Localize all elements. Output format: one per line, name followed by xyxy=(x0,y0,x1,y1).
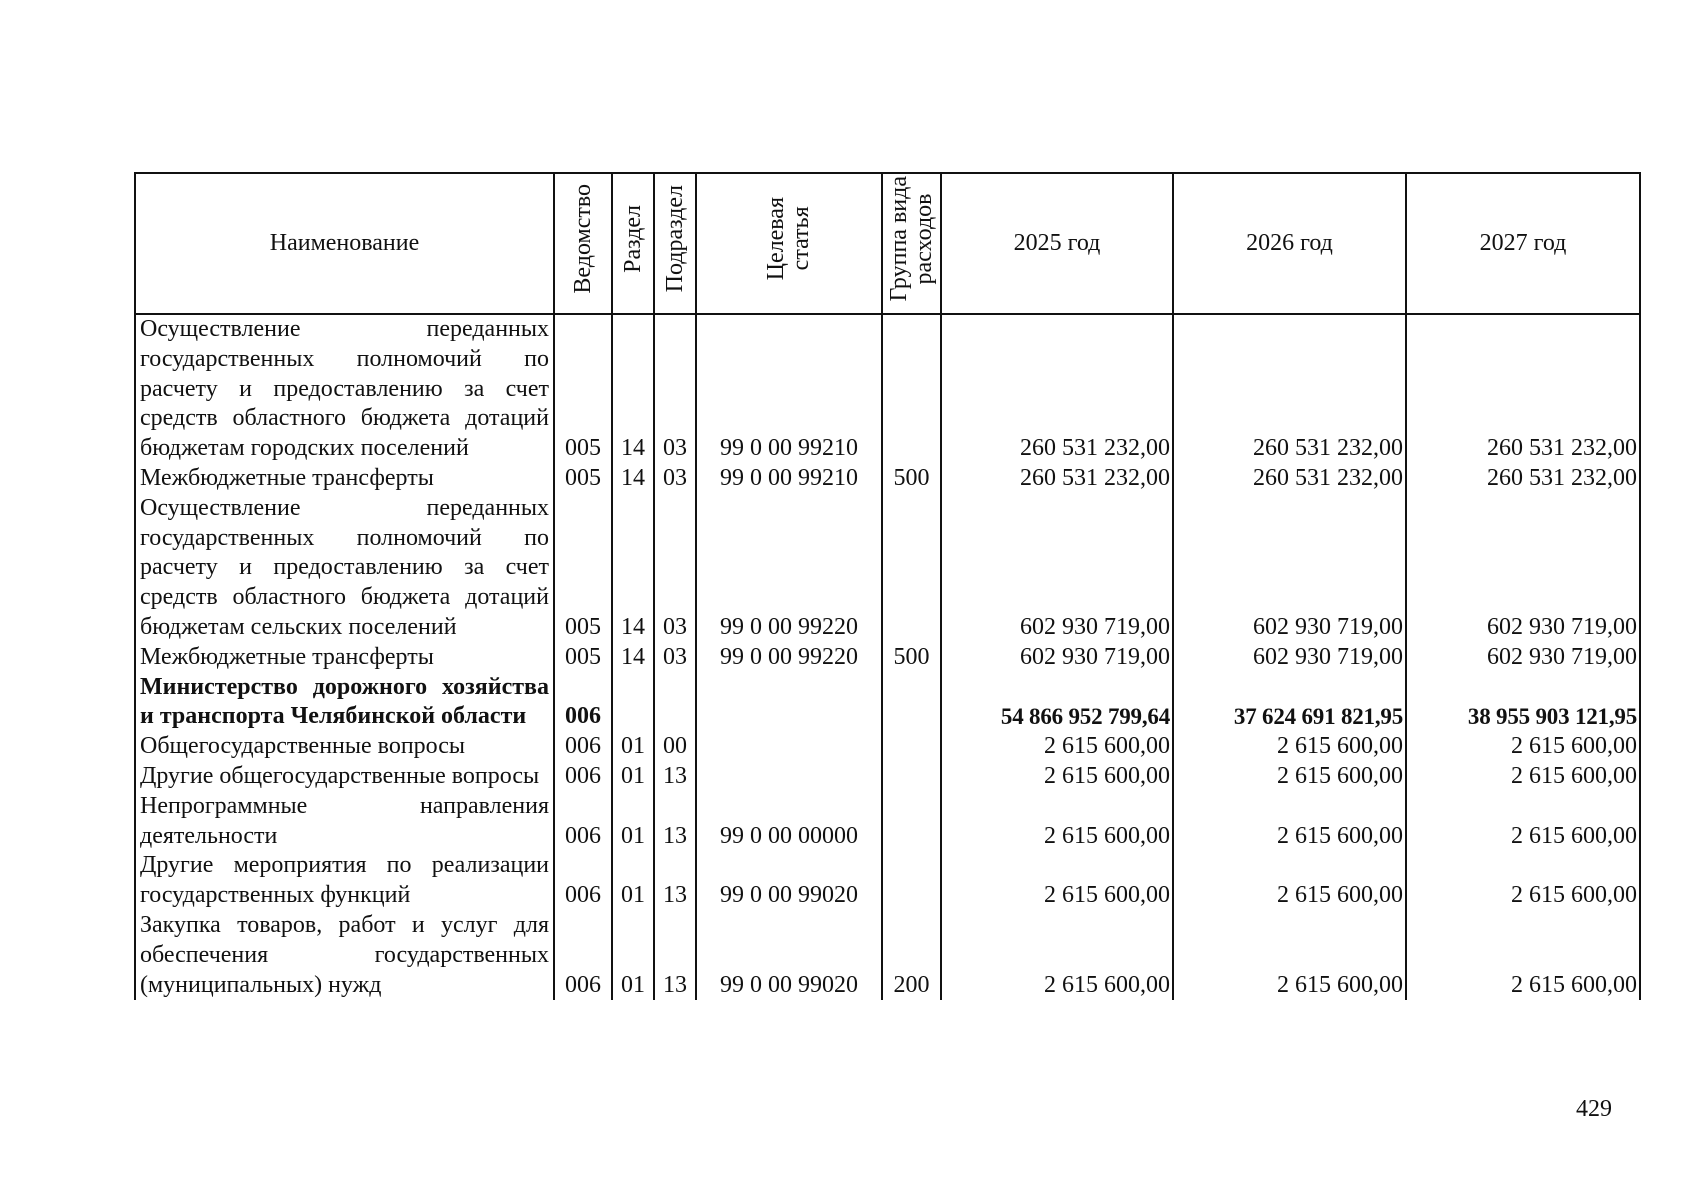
row-celevaya: 99 0 00 99210 xyxy=(696,314,882,464)
row-podrazdel: 13 xyxy=(654,851,696,911)
row-razdel: 01 xyxy=(612,851,654,911)
row-gruppa xyxy=(882,732,941,762)
row-2027: 2 615 600,00 xyxy=(1406,792,1640,852)
header-celevaya: Целевая статья xyxy=(696,173,882,314)
row-celevaya: 99 0 00 99210 xyxy=(696,464,882,494)
row-2025: 2 615 600,00 xyxy=(941,762,1173,792)
row-2026: 2 615 600,00 xyxy=(1173,732,1406,762)
row-podrazdel: 00 xyxy=(654,732,696,762)
row-vedomstvo: 005 xyxy=(554,643,612,673)
header-vedomstvo: Ведомство xyxy=(554,173,612,314)
table-row xyxy=(135,732,1640,762)
row-podrazdel: 13 xyxy=(654,792,696,852)
row-name: Осуществление переданных государственных полномочий по расчету и предоставлению за счет средств областного бюджета дотаций бюджетам городских поселений xyxy=(135,314,554,464)
row-celevaya xyxy=(696,732,882,762)
row-2027: 602 930 719,00 xyxy=(1406,643,1640,673)
row-podrazdel: 13 xyxy=(654,911,696,1000)
row-gruppa: 500 xyxy=(882,643,941,673)
row-vedomstvo: 006 xyxy=(554,673,612,733)
row-vedomstvo: 005 xyxy=(554,464,612,494)
row-razdel: 01 xyxy=(612,911,654,1000)
row-podrazdel: 03 xyxy=(654,643,696,673)
row-gruppa xyxy=(882,314,941,464)
row-2026: 2 615 600,00 xyxy=(1173,762,1406,792)
row-celevaya: 99 0 00 99220 xyxy=(696,643,882,673)
table-row xyxy=(135,464,1640,494)
row-2025: 260 531 232,00 xyxy=(941,314,1173,464)
header-razdel: Раздел xyxy=(612,173,654,314)
row-podrazdel: 13 xyxy=(654,762,696,792)
table-header xyxy=(135,173,1640,314)
row-vedomstvo: 006 xyxy=(554,911,612,1000)
row-2025: 2 615 600,00 xyxy=(941,732,1173,762)
row-razdel: 14 xyxy=(612,314,654,464)
row-2025: 54 866 952 799,64 xyxy=(941,673,1173,733)
row-2026: 37 624 691 821,95 xyxy=(1173,673,1406,733)
row-2026: 260 531 232,00 xyxy=(1173,464,1406,494)
row-name: Другие мероприятия по реализации государственных функций xyxy=(135,851,554,911)
row-vedomstvo: 005 xyxy=(554,314,612,464)
row-razdel: 14 xyxy=(612,494,654,643)
row-2025: 602 930 719,00 xyxy=(941,643,1173,673)
row-2026: 2 615 600,00 xyxy=(1173,792,1406,852)
page-number: 429 xyxy=(1576,1096,1612,1122)
row-vedomstvo: 006 xyxy=(554,792,612,852)
row-celevaya xyxy=(696,673,882,733)
budget-table xyxy=(134,172,1641,1000)
row-2025: 2 615 600,00 xyxy=(941,792,1173,852)
row-name: Другие общегосударственные вопросы xyxy=(135,762,554,792)
row-2027: 260 531 232,00 xyxy=(1406,464,1640,494)
row-2027: 2 615 600,00 xyxy=(1406,732,1640,762)
table-row xyxy=(135,911,1640,1000)
row-vedomstvo: 006 xyxy=(554,732,612,762)
row-name: Осуществление переданных государственных полномочий по расчету и предоставлению за счет средств областного бюджета дотаций бюджетам сельских поселений xyxy=(135,494,554,643)
row-podrazdel: 03 xyxy=(654,494,696,643)
table-row xyxy=(135,673,1640,733)
header-year-2027: 2027 год xyxy=(1406,173,1640,314)
table-row xyxy=(135,851,1640,911)
row-2027: 260 531 232,00 xyxy=(1406,314,1640,464)
row-razdel: 01 xyxy=(612,762,654,792)
table-body xyxy=(135,314,1640,1000)
table-row xyxy=(135,494,1640,643)
row-2025: 2 615 600,00 xyxy=(941,911,1173,1000)
row-2027: 2 615 600,00 xyxy=(1406,762,1640,792)
header-year-2025: 2025 год xyxy=(941,173,1173,314)
row-name: Закупка товаров, работ и услуг для обеспечения государственных (муниципальных) нужд xyxy=(135,911,554,1000)
header-podrazdel: Подраздел xyxy=(654,173,696,314)
table-row xyxy=(135,314,1640,464)
row-gruppa xyxy=(882,494,941,643)
row-name: Общегосударственные вопросы xyxy=(135,732,554,762)
row-name: Межбюджетные трансферты xyxy=(135,464,554,494)
row-razdel: 14 xyxy=(612,464,654,494)
row-gruppa xyxy=(882,673,941,733)
row-podrazdel: 03 xyxy=(654,314,696,464)
row-podrazdel: 03 xyxy=(654,464,696,494)
row-celevaya: 99 0 00 99220 xyxy=(696,494,882,643)
row-vedomstvo: 006 xyxy=(554,851,612,911)
row-gruppa xyxy=(882,762,941,792)
row-vedomstvo: 006 xyxy=(554,762,612,792)
row-celevaya: 99 0 00 99020 xyxy=(696,851,882,911)
header-name: Наименование xyxy=(135,173,554,314)
row-2025: 602 930 719,00 xyxy=(941,494,1173,643)
row-name: Министерство дорожного хозяйства и транспорта Челябинской области xyxy=(135,673,554,733)
row-2027: 602 930 719,00 xyxy=(1406,494,1640,643)
row-2025: 260 531 232,00 xyxy=(941,464,1173,494)
row-name: Непрограммные направления деятельности xyxy=(135,792,554,852)
row-2026: 2 615 600,00 xyxy=(1173,851,1406,911)
row-razdel xyxy=(612,673,654,733)
row-razdel: 14 xyxy=(612,643,654,673)
row-celevaya: 99 0 00 99020 xyxy=(696,911,882,1000)
row-name: Межбюджетные трансферты xyxy=(135,643,554,673)
row-vedomstvo: 005 xyxy=(554,494,612,643)
row-gruppa xyxy=(882,851,941,911)
row-gruppa: 500 xyxy=(882,464,941,494)
row-gruppa: 200 xyxy=(882,911,941,1000)
row-2027: 2 615 600,00 xyxy=(1406,851,1640,911)
table-row xyxy=(135,762,1640,792)
row-2026: 602 930 719,00 xyxy=(1173,643,1406,673)
row-2027: 2 615 600,00 xyxy=(1406,911,1640,1000)
row-razdel: 01 xyxy=(612,792,654,852)
row-2027: 38 955 903 121,95 xyxy=(1406,673,1640,733)
row-2025: 2 615 600,00 xyxy=(941,851,1173,911)
row-gruppa xyxy=(882,792,941,852)
table-row xyxy=(135,643,1640,673)
row-podrazdel xyxy=(654,673,696,733)
row-celevaya: 99 0 00 00000 xyxy=(696,792,882,852)
header-gruppa: Группа вида расходов xyxy=(882,173,941,314)
row-2026: 260 531 232,00 xyxy=(1173,314,1406,464)
row-celevaya xyxy=(696,762,882,792)
row-razdel: 01 xyxy=(612,732,654,762)
table-row xyxy=(135,792,1640,852)
header-year-2026: 2026 год xyxy=(1173,173,1406,314)
row-2026: 2 615 600,00 xyxy=(1173,911,1406,1000)
row-2026: 602 930 719,00 xyxy=(1173,494,1406,643)
